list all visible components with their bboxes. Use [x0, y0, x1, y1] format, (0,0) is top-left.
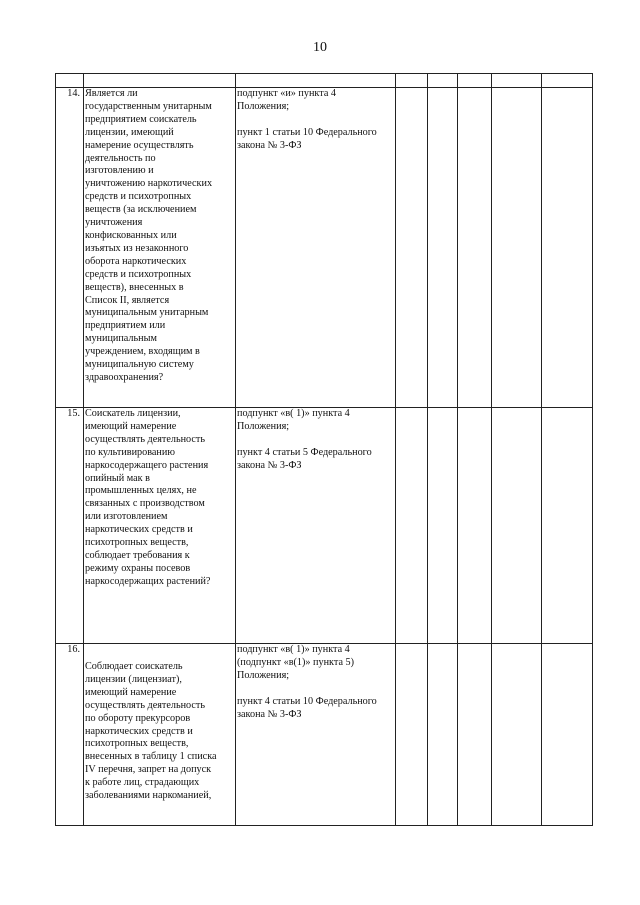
basis-cell: [236, 408, 396, 644]
note-cell[interactable]: [492, 408, 542, 644]
basis-text-2: пункт 4 статьи 5 Федерального закона № 3-ФЗ: [237, 446, 372, 471]
header-cell: [236, 74, 396, 88]
header-cell: [84, 74, 236, 88]
question-text: Является ли государственным унитарным предприятием соискатель лицензии, имеющий намерение осуществлять деятельность по изготовлению и уничтожению наркотических средств и психотропных веществ (за исключением уничтожения конфискованных или изъятых из незаконного оборота наркотических средств и психотропных веществ), внесенных в Список II, является муниципальным унитарным предприятием или муниципальным учреждением, входящим в муниципальную систему здравоохранения?: [85, 88, 213, 383]
table-row: [56, 644, 593, 826]
header-cell: [492, 74, 542, 88]
header-row: [56, 74, 593, 88]
answer-yes-cell[interactable]: [396, 408, 428, 644]
header-cell: [542, 74, 593, 88]
question-cell: [84, 408, 236, 644]
page-number: 10: [313, 40, 327, 55]
answer-no-cell[interactable]: [428, 88, 458, 408]
basis-text-2: пункт 4 статьи 10 Федерального закона № 3-ФЗ: [237, 695, 377, 720]
answer-na-cell[interactable]: [458, 644, 492, 826]
checklist-table: [55, 73, 593, 826]
comment-cell[interactable]: [542, 408, 593, 644]
answer-no-cell[interactable]: [428, 644, 458, 826]
comment-cell[interactable]: [542, 88, 593, 408]
basis-text-1: подпункт «и» пункта 4 Положения;: [237, 88, 336, 112]
question-text: Соискатель лицензии, имеющий намерение осуществлять деятельность по культивированию наркосодержащего растения опийный мак в промышленных целях, не связанных с производством или изготовлением наркотических средств и психотропных веществ, соблюдает требования к режиму охраны посевов наркосодержащих растений?: [85, 408, 211, 587]
answer-yes-cell[interactable]: [396, 88, 428, 408]
note-cell[interactable]: [492, 88, 542, 408]
row-number: 14.: [56, 88, 84, 408]
basis-text-1: подпункт «в( 1)» пункта 4 (подпункт «в(1)» пункта 5) Положения;: [237, 644, 355, 681]
basis-text-1: подпункт «в( 1)» пункта 4 Положения;: [237, 408, 350, 432]
answer-yes-cell[interactable]: [396, 644, 428, 826]
header-cell: [458, 74, 492, 88]
row-number: 16.: [56, 644, 84, 826]
answer-no-cell[interactable]: [428, 408, 458, 644]
header-cell: [56, 74, 84, 88]
note-cell[interactable]: [492, 644, 542, 826]
answer-na-cell[interactable]: [458, 88, 492, 408]
basis-cell: [236, 88, 396, 408]
header-cell: [428, 74, 458, 88]
header-cell: [396, 74, 428, 88]
row-number: 15.: [56, 408, 84, 644]
comment-cell[interactable]: [542, 644, 593, 826]
answer-na-cell[interactable]: [458, 408, 492, 644]
question-cell: [84, 644, 236, 826]
table-row: [56, 88, 593, 408]
basis-text-2: пункт 1 статьи 10 Федерального закона № 3-ФЗ: [237, 126, 377, 151]
basis-cell: [236, 644, 396, 826]
table-row: [56, 408, 593, 644]
question-text: Соблюдает соискатель лицензии (лицензиат), имеющий намерение осуществлять деятельность по обороту прекурсоров наркотических средств и психотропных веществ, внесенных в таблицу 1 списка IV перечня, запрет на допуск к работе лиц, страдающих заболеваниями наркоманией,: [85, 661, 217, 802]
question-cell: [84, 88, 236, 408]
